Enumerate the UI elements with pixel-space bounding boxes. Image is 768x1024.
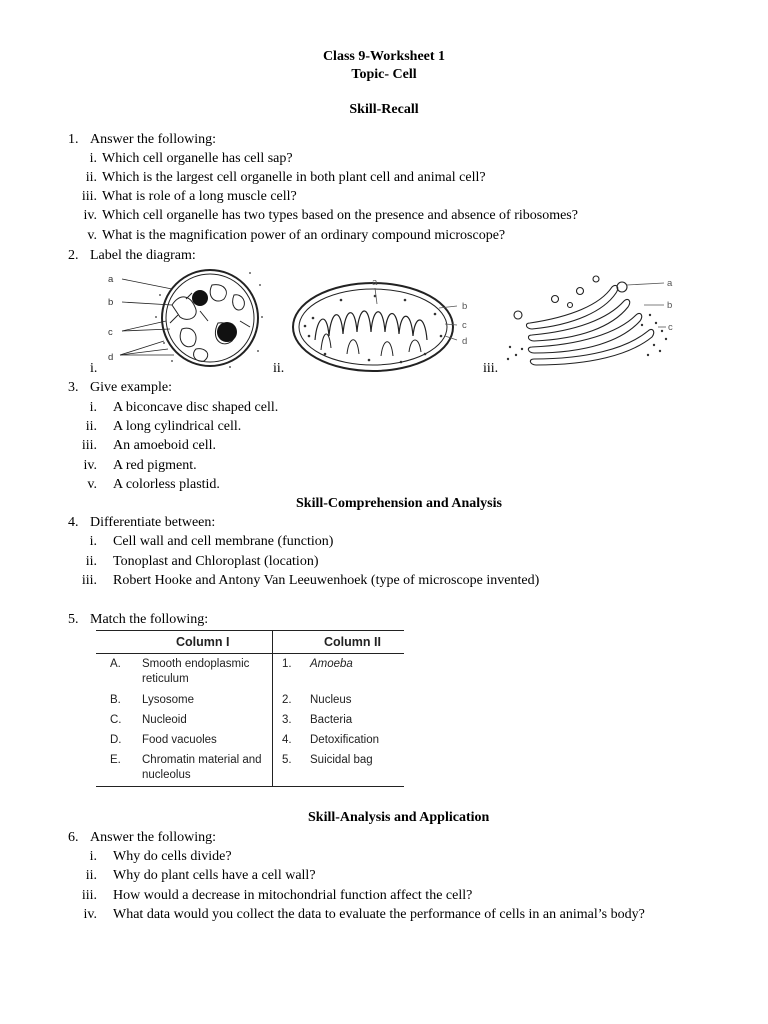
row-letter: C. [110, 714, 122, 726]
item-numeral: i. [89, 534, 97, 549]
diagram-label: c [108, 327, 113, 338]
diagram-label: a [667, 278, 673, 289]
worksheet-title: Class 9-Worksheet 1 [322, 49, 446, 64]
row-letter: B. [110, 694, 121, 706]
question-number: 1. [68, 132, 79, 147]
row-term: Food vacuoles [142, 734, 217, 746]
diagram-numeral: i. [90, 361, 98, 376]
row-number: 1. [282, 658, 292, 670]
row-match: Detoxification [310, 734, 380, 746]
row-term: Chromatin material and [142, 754, 262, 766]
question-number: 2. [68, 248, 79, 263]
plant-cell-diagram [100, 265, 270, 375]
question-text: Match the following: [90, 612, 209, 627]
diagram-label: b [462, 301, 468, 312]
question-text: Answer the following: [90, 830, 216, 845]
nucleus-mark [217, 322, 237, 342]
diagram-label: d [462, 336, 468, 347]
item-numeral: iv. [83, 458, 97, 473]
item-numeral: iii. [81, 888, 97, 903]
item-text: A long cylindrical cell. [113, 419, 242, 434]
item-text: How would a decrease in mitochondrial function affect the cell? [113, 888, 473, 903]
row-number: 4. [282, 734, 292, 746]
item-numeral: iv. [83, 907, 97, 922]
item-text: A red pigment. [113, 458, 197, 473]
row-term: nucleolus [142, 769, 191, 781]
row-match: Suicidal bag [310, 754, 373, 766]
row-match: Bacteria [310, 714, 353, 726]
item-numeral: ii. [85, 170, 97, 185]
item-text: Why do cells divide? [113, 849, 232, 864]
question-number: 3. [68, 380, 79, 395]
item-numeral: v. [87, 477, 97, 492]
table-header-column-2: Column II [324, 635, 381, 649]
item-text: What data would you collect the data to evaluate the performance of cells in an animal’s body? [113, 907, 645, 922]
row-letter: D. [110, 734, 122, 746]
diagram-label: b [667, 300, 673, 311]
item-numeral: ii. [85, 868, 97, 883]
item-text: Why do plant cells have a cell wall? [113, 868, 316, 883]
diagram-label: c [668, 322, 673, 333]
row-term: reticulum [142, 673, 189, 685]
item-text: Which is the largest cell organelle in both plant cell and animal cell? [102, 170, 486, 185]
match-table [96, 630, 404, 788]
golgi-apparatus-diagram [500, 265, 680, 370]
section-heading-recall: Skill-Recall [349, 102, 419, 117]
row-number: 3. [282, 714, 292, 726]
item-text: Tonoplast and Chloroplast (location) [113, 554, 319, 569]
question-number: 4. [68, 515, 79, 530]
item-numeral: i. [89, 151, 97, 166]
row-match: Amoeba [310, 658, 353, 670]
item-text: What is the magnification power of an ordinary compound microscope? [102, 228, 506, 243]
question-number: 6. [68, 830, 79, 845]
question-text: Label the diagram: [90, 248, 196, 263]
question-text: Give example: [90, 380, 173, 395]
question-text: Answer the following: [90, 132, 216, 147]
item-numeral: iii. [81, 189, 97, 204]
row-match: Nucleus [310, 694, 352, 706]
item-text: An amoeboid cell. [113, 438, 217, 453]
diagram-label: c [462, 320, 467, 331]
item-text: A biconcave disc shaped cell. [113, 400, 279, 415]
row-term: Smooth endoplasmic [142, 658, 250, 670]
item-numeral: iii. [81, 438, 97, 453]
row-term: Nucleoid [142, 714, 187, 726]
item-text: Cell wall and cell membrane (function) [113, 534, 334, 549]
diagram-numeral: iii. [483, 361, 499, 376]
question-number: 5. [68, 612, 79, 627]
diagram-numeral: ii. [273, 361, 285, 376]
section-heading-comprehension: Skill-Comprehension and Analysis [296, 496, 502, 511]
item-numeral: i. [89, 849, 97, 864]
question-text: Differentiate between: [90, 515, 216, 530]
item-text: What is role of a long muscle cell? [102, 189, 297, 204]
topic-heading: Topic- Cell [351, 67, 417, 82]
diagram-label: a [108, 274, 114, 285]
diagram-label: d [108, 352, 114, 363]
row-letter: E. [110, 754, 121, 766]
section-heading-application: Skill-Analysis and Application [308, 810, 490, 825]
item-text: Robert Hooke and Antony Van Leeuwenhoek (type of microscope invented) [113, 573, 540, 588]
item-text: A colorless plastid. [113, 477, 220, 492]
item-numeral: ii. [85, 419, 97, 434]
item-numeral: v. [87, 228, 97, 243]
diagram-label: a [372, 277, 378, 288]
row-term: Lysosome [142, 694, 194, 706]
row-number: 2. [282, 694, 292, 706]
row-number: 5. [282, 754, 292, 766]
item-text: Which cell organelle has cell sap? [102, 151, 293, 166]
diagram-label: b [108, 297, 114, 308]
nucleus-mark [192, 290, 208, 306]
item-numeral: i. [89, 400, 97, 415]
table-header-column-1: Column I [176, 635, 230, 649]
item-numeral: ii. [85, 554, 97, 569]
row-letter: A. [110, 658, 121, 670]
item-text: Which cell organelle has two types based on the presence and absence of ribosomes? [102, 208, 578, 223]
item-numeral: iii. [81, 573, 97, 588]
mitochondrion-diagram [285, 270, 480, 375]
item-numeral: iv. [83, 208, 97, 223]
